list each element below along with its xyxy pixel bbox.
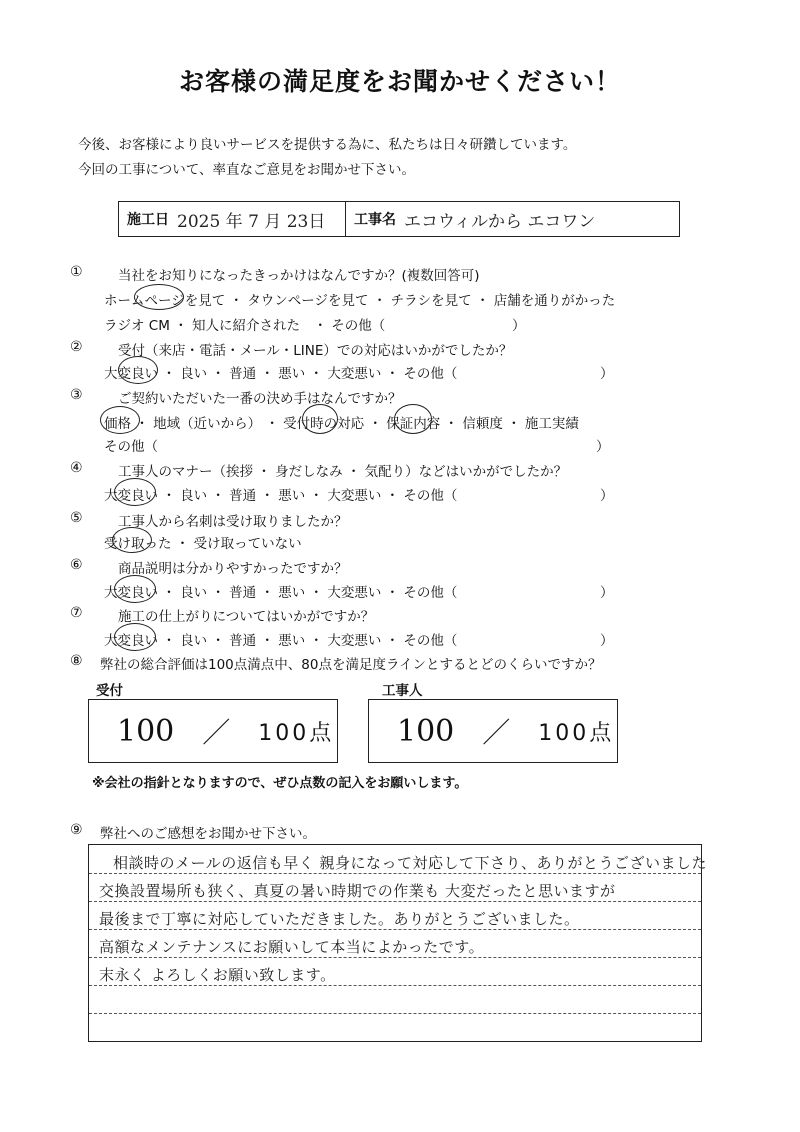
answer-circle (112, 527, 152, 553)
answer-circle (394, 404, 432, 434)
comment-line-5: 末永く よろしくお願い致します。 (99, 966, 336, 984)
comment-box[interactable] (88, 844, 707, 1042)
question-1-text: 当社をお知りになったきっかけはなんですか？(複数回答可) (118, 268, 480, 284)
comment-rule (89, 957, 701, 958)
comment-rule (89, 901, 701, 902)
comment-rule (89, 985, 701, 986)
notice-text: ※会社の指針となりますので、ぜひ点数の記入をお願いします。 (92, 776, 468, 791)
comment-rule (89, 1013, 701, 1014)
comment-rule (89, 929, 701, 930)
question-7-number: ⑦ (70, 605, 83, 621)
question-7-text: 施工の仕上がりについてはいかがですか？ (118, 609, 375, 625)
answer-circle (114, 575, 156, 603)
question-5-options[interactable]: 受け取った ・ 受け取っていない (104, 536, 302, 552)
answer-circle (302, 404, 338, 434)
question-7-options[interactable]: 大変良い ・ 良い ・ 普通 ・ 悪い ・ 大変悪い ・ その他（ (104, 633, 458, 649)
question-1-options-1[interactable]: ホームページを見て ・ タウンページを見て ・ チラシを見て ・ 店舗を通りがかった (104, 293, 616, 309)
question-3-options-2[interactable]: その他（ (104, 439, 158, 455)
comment-line-3: 最後まで丁寧に対応していただきました。ありがとうございました。 (99, 910, 580, 928)
question-2-close-paren: ） (600, 366, 614, 382)
question-6-options[interactable]: 大変良い ・ 良い ・ 普通 ・ 悪い ・ 大変悪い ・ その他（ (104, 585, 458, 601)
answer-circle (134, 284, 184, 310)
reception-score-label: 受付 (96, 683, 123, 699)
comment-rule (89, 873, 701, 874)
comment-line-2: 交換設置場所も狭く、真夏の暑い時期での作業も 大変だったと思いますが (99, 882, 616, 900)
worker-score-box[interactable] (368, 699, 618, 763)
work-name-value[interactable]: エコウィルから エコワン (404, 211, 596, 232)
page-title: お客様の満足度をお聞かせください！ (178, 67, 621, 96)
construction-info-box (118, 201, 680, 237)
intro-line-2: 今回の工事について、率直なご意見をお聞かせ下さい。 (78, 162, 415, 178)
question-2-text: 受付（来店・電話・メール・LINE）での対応はいかがでしたか？ (118, 343, 513, 359)
question-1-number: ① (70, 264, 83, 280)
intro-line-1: 今後、お客様により良いサービスを提供する為に、私たちは日々研鑽しています。 (78, 137, 577, 153)
worker-score-max: 100点 (538, 720, 615, 746)
question-6-number: ⑥ (70, 557, 83, 573)
reception-score-value[interactable]: 100 (117, 713, 175, 749)
answer-circle (114, 623, 156, 651)
question-3-close-paren: ） (596, 439, 610, 455)
answer-circle (118, 356, 158, 384)
question-4-number: ④ (70, 460, 83, 476)
worker-score-value[interactable]: 100 (397, 713, 455, 749)
question-3-number: ③ (70, 387, 83, 403)
question-9-number: ⑨ (70, 822, 83, 838)
question-8-text: 弊社の総合評価は100点満点中、80点を満足度ラインとするとどのくらいですか？ (100, 657, 602, 673)
question-3-text: ご契約いただいた一番の決め手はなんですか？ (118, 391, 402, 407)
question-5-number: ⑤ (70, 510, 83, 526)
question-4-text: 工事人のマナー（挨拶 ・ 身だしなみ ・ 気配り）などはいかがでしたか？ (118, 464, 568, 480)
question-4-options[interactable]: 大変良い ・ 良い ・ 普通 ・ 悪い ・ 大変悪い ・ その他（ (104, 488, 458, 504)
question-1-options-2[interactable]: ラジオ CM ・ 知人に紹介された ・ その他（ (104, 318, 386, 334)
question-2-options[interactable]: 大変良い ・ 良い ・ 普通 ・ 悪い ・ 大変悪い ・ その他（ (104, 366, 458, 382)
answer-circle (114, 478, 156, 506)
question-3-options-1[interactable]: 価格 ・ 地域（近いから） ・ 受付時の対応 ・ 保証内容 ・ 信頼度 ・ 施工実績 (104, 416, 579, 432)
question-9-text: 弊社へのご感想をお聞かせ下さい。 (100, 826, 316, 842)
work-name-label: 工事名 (354, 212, 396, 228)
question-7-close-paren: ） (600, 633, 614, 649)
answer-circle (100, 406, 140, 434)
reception-score-box[interactable] (88, 699, 338, 763)
reception-score-max: 100点 (258, 720, 335, 746)
question-5-text: 工事人から名刺は受け取りましたか？ (118, 514, 348, 530)
question-6-text: 商品説明は分かりやすかったですか？ (118, 561, 348, 577)
date-label: 施工日 (127, 212, 169, 228)
reception-score-slash: ／ (202, 716, 231, 749)
question-2-number: ② (70, 339, 83, 355)
question-8-number: ⑧ (70, 653, 83, 669)
question-4-close-paren: ） (600, 488, 614, 504)
question-6-close-paren: ） (600, 585, 614, 601)
comment-line-4: 高額なメンテナンスにお願いして本当によかったです。 (99, 938, 485, 956)
comment-line-1: 相談時のメールの返信も早く 親身になって対応して下さり、ありがとうございました (113, 854, 707, 872)
question-1-close-paren: ） (512, 318, 526, 334)
worker-score-slash: ／ (482, 716, 511, 749)
date-value[interactable]: 2025 年 7 月 23日 (177, 211, 326, 232)
worker-score-label: 工事人 (382, 683, 423, 699)
